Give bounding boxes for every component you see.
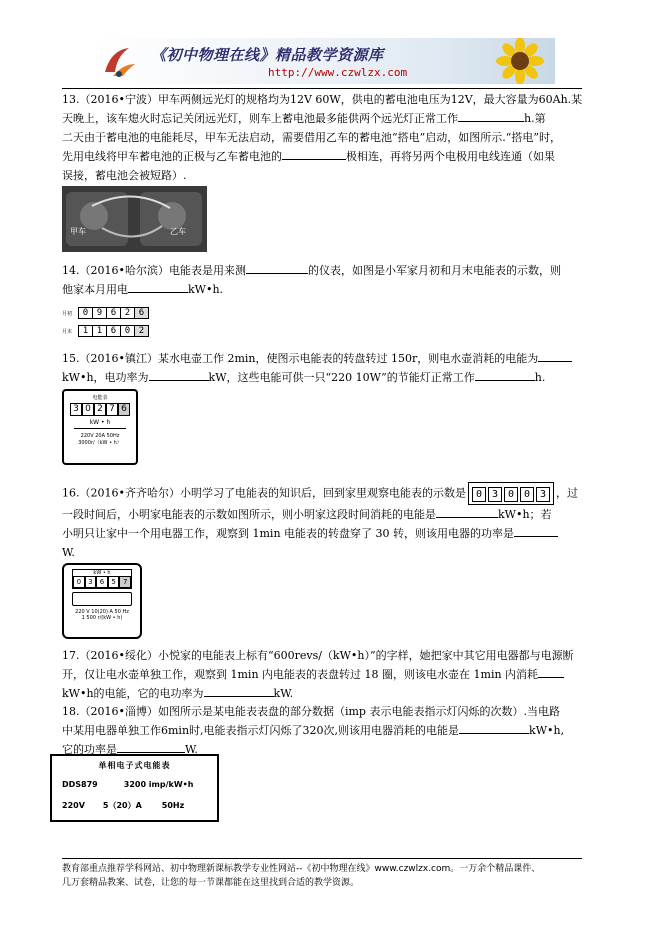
answer-blank[interactable]	[475, 368, 535, 381]
answer-blank[interactable]	[514, 524, 558, 537]
answer-blank[interactable]	[538, 349, 572, 362]
question-15: 15.（2016•镇江）某水电壶工作 2min，使图示电能表的转盘转过 150r，则电水壶消耗的电能为 kW•h，电功率为 kW，这些电能可供一只“220 10W”的节能灯正常工作 h.	[62, 349, 587, 387]
q13-line-3: 二天由于蓄电池的电能耗尽，甲车无法启动，需要借用乙车的蓄电池“搭电”启动，如图所示.“搭电”时，	[62, 131, 561, 144]
q13-line-4: 先用电线将甲车蓄电池的正极与乙车蓄电池的 极相连，再将另两个电极用电线连通（如果	[62, 147, 587, 166]
answer-blank[interactable]	[459, 721, 529, 734]
header-title: 《初中物理在线》精品教学资源库	[151, 46, 384, 64]
question-18: 18.（2016•淄博）如图所示是某电能表表盘的部分数据（imp 表示电能表指示灯闪烁的次数）.当电路 中某用电器单独工作6min时,电能表指示灯闪烁了320次,则该用电器消耗的电能是 kW•h, 它的功率是 W.	[62, 705, 565, 756]
fig-label-car-a: 甲车	[70, 227, 86, 236]
header-rule	[62, 88, 582, 89]
meter-readings	[62, 304, 162, 340]
meter-disc-window	[74, 428, 126, 429]
footer-rule	[62, 858, 582, 859]
answer-blank[interactable]	[204, 684, 274, 697]
q13-line-1: 13.（2016•宁波）甲车两侧远光灯的规格均为12V 60W，供电的蓄电池电压为12V，最大容量为60Ah.某	[62, 93, 583, 106]
answer-blank[interactable]	[436, 505, 498, 518]
question-13	[62, 90, 587, 185]
answer-blank[interactable]	[117, 740, 185, 753]
answer-blank[interactable]	[149, 368, 209, 381]
answer-blank[interactable]	[458, 109, 524, 122]
inline-meter-reading: 0 3 0 0 3	[468, 482, 554, 505]
meter-counter: 0 3 6 5 7	[73, 576, 131, 588]
question-16: 16.（2016•齐齐哈尔）小明学习了电能表的知识后，回到家里观察电能表的示数是 0 3 0 0 3 ，过 一段时间后，小明家电能表的示数如图所示，则小明家这段时间消耗的电能是 kW•h；若 小明只让家中一个用电器工作，观察到 1min 电能表的转盘穿了 30 转，则该用电器的功率是 W.	[62, 482, 587, 562]
fig-label-car-b: 乙车	[170, 227, 186, 236]
q13-line-2: 天晚上，该车熄火时忘记关闭远光灯，则车上蓄电池最多能供两个远光灯正常工作 h.第	[62, 109, 587, 128]
meter-disc-window	[72, 592, 132, 606]
meter-counter: 3 0 2 7 6	[64, 403, 136, 416]
answer-blank[interactable]	[246, 261, 308, 274]
answer-blank[interactable]	[282, 147, 346, 160]
sunflower-icon	[489, 38, 551, 84]
page-footer: 教育部重点推荐学科网站、初中物理新课标教学专业性网站--《初中物理在线》www.czwlzx.com。一万余个精品课件、 几万套精品教案、试卷，让您的每一节课都能在这里找到合适的教学资源。	[62, 864, 541, 888]
electronic-meter-label: 单相电子式电能表 DDS879 3200 imp/kW•h 220V 5（20）A 50Hz	[50, 754, 219, 822]
q13-line-5: 误接，蓄电池会被短路）.	[62, 169, 187, 182]
header-banner	[93, 38, 555, 84]
question-17: 17.（2016•绥化）小悦家的电能表上标有“600revs/（kW•h）”的字样，她把家中其它用电器都与电源断 开，仅让电水壶单独工作，观察到 1min 内电能表的表盘转过 18 圈，则该电水壶在 1min 内消耗 kW•h的电能，它的电功率为 kW.	[62, 649, 574, 700]
answer-blank[interactable]	[128, 280, 188, 293]
reading-row-end: 月末 1 1 6 0 2	[62, 322, 162, 340]
reading-row-start: 月初 0 9 6 2 6	[62, 304, 162, 322]
car-jump-start-photo	[62, 186, 207, 252]
header-url[interactable]: http://www.czwlzx.com	[268, 66, 408, 79]
answer-blank[interactable]	[538, 665, 564, 678]
site-logo-icon	[99, 42, 139, 80]
electric-meter-q16: kW • h 0 3 6 5 7 220 V 10(20) A 50 Hz 1 500 r/(kW • h)	[62, 563, 142, 639]
question-14: 14.（2016•哈尔滨）电能表是用来测 的仪表，如图是小军家月初和月末电能表的示数，则 他家本月用电 kW•h.	[62, 261, 587, 299]
electric-meter-q15: 电能表 3 0 2 7 6 kW • h 220V 20A 50Hz 3000r/（kW • h）	[62, 389, 138, 465]
